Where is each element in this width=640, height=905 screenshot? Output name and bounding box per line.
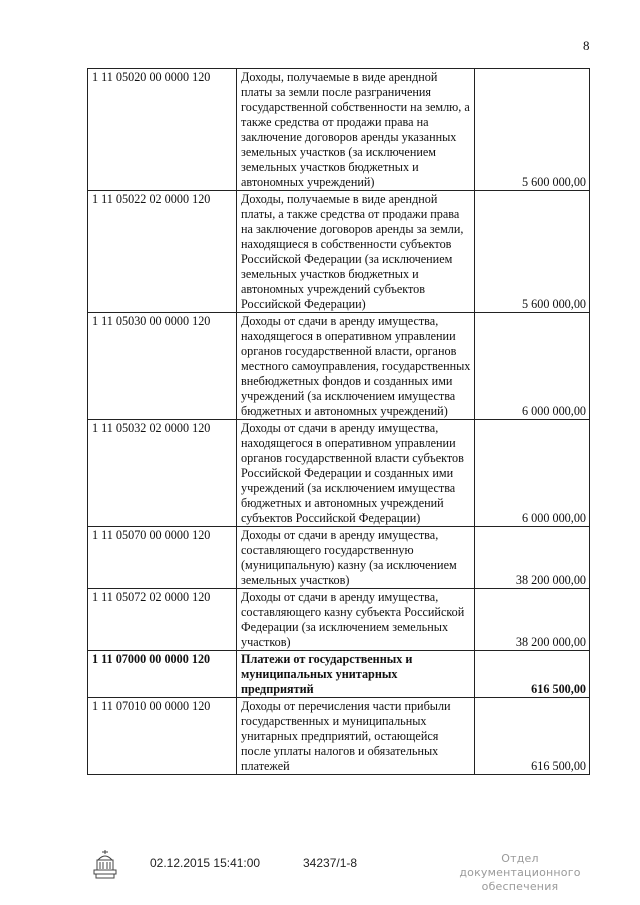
revenue-name-cell: Доходы от сдачи в аренду имущества, находящегося в оперативном управлении органов государственной власти субъектов Российской Федерации и созданных ими учреждений (за исключением имущества бюджетных и автономных учреждений субъектов Российской Федерации) <box>237 420 475 527</box>
footer-timestamp: 02.12.2015 15:41:00 <box>150 856 261 870</box>
table-row <box>88 527 590 589</box>
revenue-table <box>87 68 590 775</box>
amount-cell: 616 500,00 <box>475 698 590 775</box>
revenue-name-cell: Доходы от сдачи в аренду имущества, составляющего государственную (муниципальную) казну (за исключением земельных участков) <box>237 527 475 589</box>
table-row <box>88 589 590 651</box>
revenue-name-cell: Доходы от перечисления части прибыли государственных и муниципальных унитарных предприятий, остающейся после уплаты налогов и обязательных платежей <box>237 698 475 775</box>
table-row <box>88 313 590 420</box>
kbk-code-cell: 1 11 05032 02 0000 120 <box>88 420 237 527</box>
table-row <box>88 651 590 698</box>
kbk-code-cell: 1 11 07010 00 0000 120 <box>88 698 237 775</box>
department-stamp-line2: обеспечения <box>481 880 559 893</box>
kbk-code-cell: 1 11 07000 00 0000 120 <box>88 651 237 698</box>
amount-cell: 5 600 000,00 <box>475 69 590 191</box>
amount-cell: 5 600 000,00 <box>475 191 590 313</box>
kbk-code-cell: 1 11 05072 02 0000 120 <box>88 589 237 651</box>
amount-cell: 38 200 000,00 <box>475 589 590 651</box>
table-row <box>88 698 590 775</box>
kbk-code-cell: 1 11 05020 00 0000 120 <box>88 69 237 191</box>
revenue-name-cell: Платежи от государственных и муниципальных унитарных предприятий <box>237 651 475 698</box>
table-row <box>88 420 590 527</box>
table-row <box>88 191 590 313</box>
revenue-name-cell: Доходы от сдачи в аренду имущества, находящегося в оперативном управлении органов государственной власти, органов местного самоуправления, государственных внебюджетных фондов и созданных ими учреждений (за исключением имущества бюджетных и автономных учреждений) <box>237 313 475 420</box>
kbk-code-cell: 1 11 05030 00 0000 120 <box>88 313 237 420</box>
department-stamp <box>440 852 600 894</box>
page-number: 8 <box>583 38 590 53</box>
amount-cell: 6 000 000,00 <box>475 313 590 420</box>
table-row <box>88 69 590 191</box>
revenue-name-cell: Доходы, получаемые в виде арендной платы, а также средства от продажи права на заключение договоров аренды за земли, находящиеся в собственности субъектов Российской Федерации (за исключением земельных участков бюджетных и автономных учреждений субъектов Российской Федерации) <box>237 191 475 313</box>
revenue-name-cell: Доходы, получаемые в виде арендной платы за земли после разграничения государственной собственности на землю, а также средства от продажи права на заключение договоров аренды указанных земельных участков (за исключением земельных участков бюджетных и автономных учреждений) <box>237 69 475 191</box>
footer-doc-number: 34237/1-8 <box>303 856 358 870</box>
amount-cell: 616 500,00 <box>475 651 590 698</box>
kbk-code-cell: 1 11 05070 00 0000 120 <box>88 527 237 589</box>
kbk-code-cell: 1 11 05022 02 0000 120 <box>88 191 237 313</box>
emblem-icon <box>92 848 118 880</box>
department-stamp-line1: Отдел документационного <box>459 852 581 879</box>
amount-cell: 6 000 000,00 <box>475 420 590 527</box>
amount-cell: 38 200 000,00 <box>475 527 590 589</box>
revenue-name-cell: Доходы от сдачи в аренду имущества, составляющего казну субъекта Российской Федерации (за исключением земельных участков) <box>237 589 475 651</box>
revenue-table-body <box>88 69 590 775</box>
